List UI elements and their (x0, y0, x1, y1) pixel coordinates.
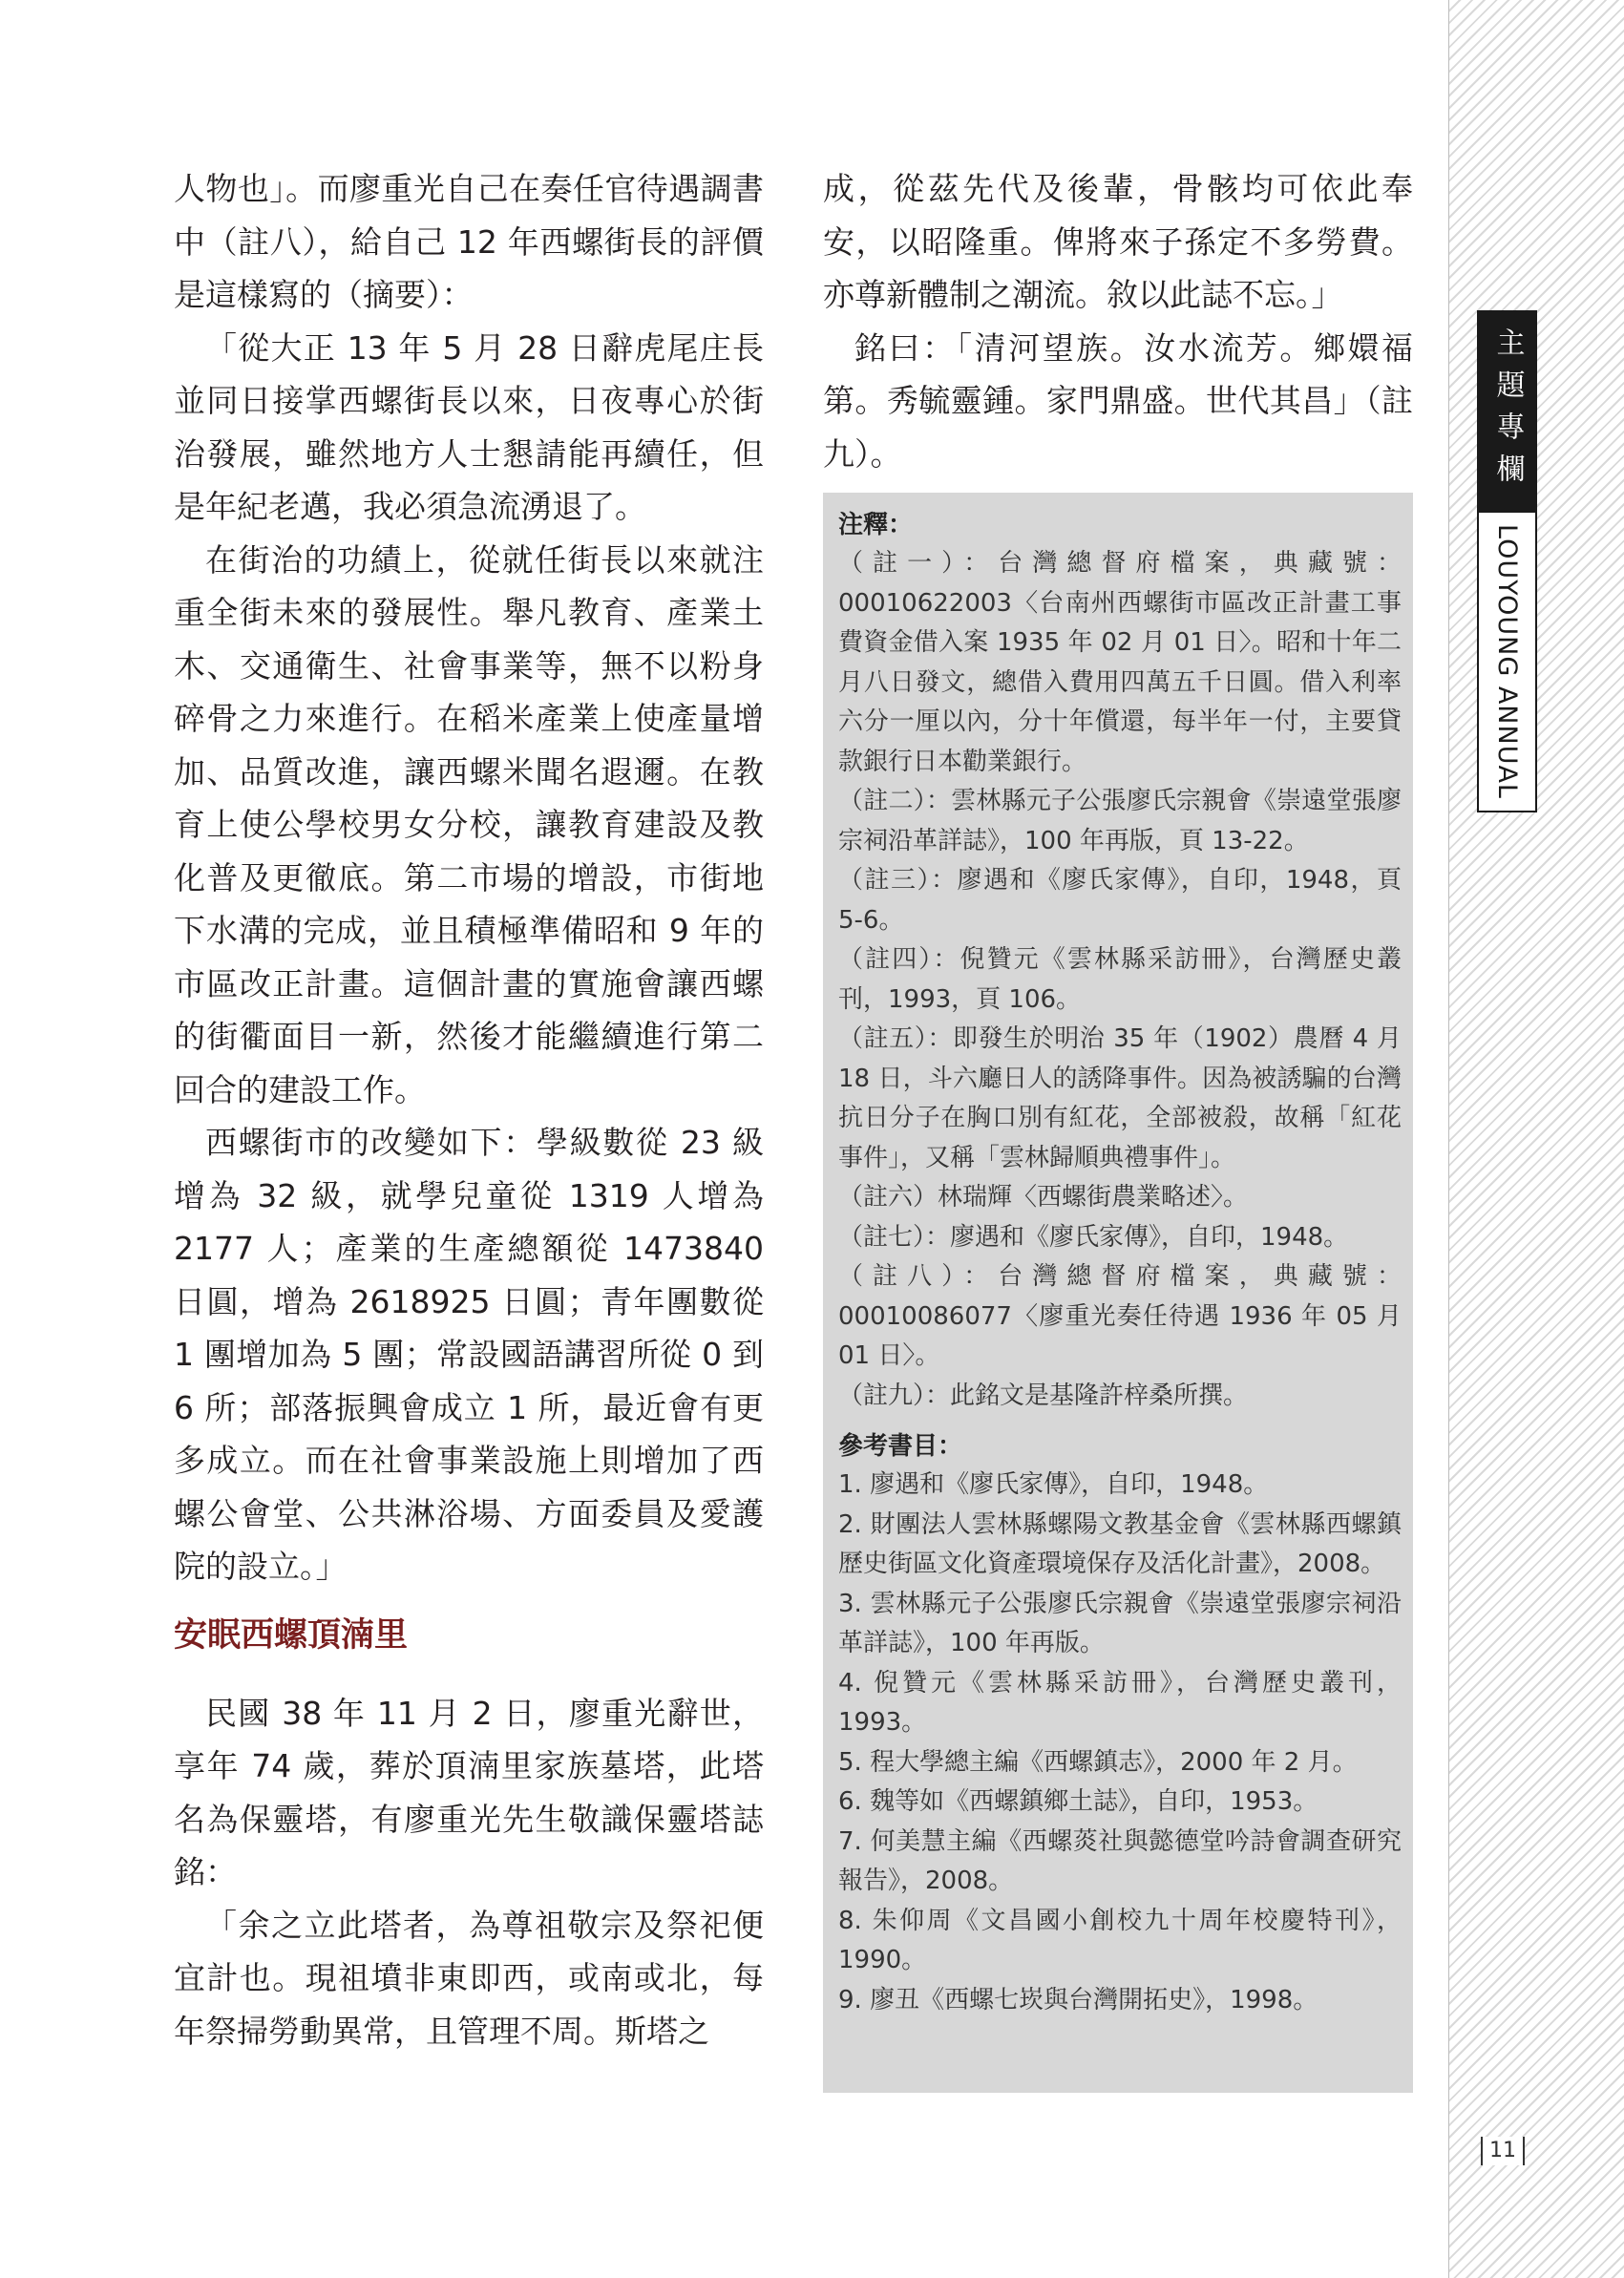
right-column (823, 162, 1413, 480)
section-subheading: 安眠西螺頂湳里 (174, 1615, 409, 1655)
note-item: （註一）：台灣總督府檔案，典藏號：00010622003〈台南州西螺街市區改正計畫工事費資金借入案 1935 年 02 月 01 日〉。昭和十年二月八日發文，總借入費用四萬五千日圓。借入利率六分一厘以內，分十年償還，每半年一付，主要貸款銀行日本勸業銀行。 (838, 549, 1402, 776)
reference-item: 8. 朱仰周《文昌國小創校九十周年校慶特刊》，1990。 (838, 1906, 1402, 1974)
reference-item: 6. 魏等如《西螺鎮鄉土誌》，自印，1953。 (838, 1787, 1318, 1816)
journal-name-tab: LOUYOUNG ANNUAL (1477, 513, 1537, 812)
body-paragraph: 「余之立此塔者，為尊祖敬宗及祭祀便宜計也。現祖墳非東即西，或南或北，每年祭掃勞動異常，且管理不周。斯塔之 (174, 1906, 764, 2050)
notes-heading: 注釋： (838, 511, 914, 539)
body-paragraph: 成，從茲先代及後輩，骨骸均可依此奉安，以昭隆重。俾將來子孫定不多勞費。亦尊新體制之潮流。敘以此誌不忘。」 (823, 170, 1413, 313)
note-item: （註七）：廖遇和《廖氏家傳》，自印，1948。 (838, 1222, 1349, 1252)
note-item: （註二）：雲林縣元子公張廖氏宗親會《崇遠堂張廖宗祠沿革詳誌》，100 年再版，頁 13-22。 (838, 787, 1402, 855)
note-item: （註六）林瑞輝〈西螺街農業略述〉。 (838, 1183, 1249, 1212)
reference-item: 9. 廖丑《西螺七崁與台灣開拓史》，1998。 (838, 1985, 1318, 2014)
reference-item: 3. 雲林縣元子公張廖氏宗親會《崇遠堂張廖宗祠沿革詳誌》，100 年再版。 (838, 1589, 1402, 1657)
references-heading: 參考書目： (838, 1432, 963, 1461)
notes-box (823, 493, 1413, 2093)
body-paragraph: 「從大正 13 年 5 月 28 日辭虎尾庄長並同日接掌西螺街長以來，日夜專心於街治發展，雖然地方人士懇請能再續任，但是年紀老邁，我必須急流湧退了。 (174, 328, 764, 525)
reference-item: 1. 廖遇和《廖氏家傳》，自印，1948。 (838, 1470, 1269, 1499)
section-tab: 主題專欄 (1477, 310, 1537, 513)
left-column (174, 162, 764, 2057)
body-paragraph: 西螺街市的改變如下：學級數從 23 級增為 32 級，就學兒童從 1319 人增為 2177 人；產業的生產總額從 1473840 日圓，增為 2618925 日圓；青年團數從 1 團增加為 5 團；常設國語講習所從 0 到 6 所；部落振興會成立 1 所，最近會有更多成立。而在社會事業設施上則增加了西螺公會堂、公共淋浴場、方面委員及愛護院的設立。」 (174, 1124, 764, 1585)
page-number: 11 (1481, 2137, 1525, 2165)
reference-item: 5. 程大學總主編《西螺鎮志》，2000 年 2 月。 (838, 1747, 1358, 1777)
body-paragraph: 人物也」。而廖重光自己在奏任官待遇調書中（註八），給自己 12 年西螺街長的評價是這樣寫的（摘要）： (174, 170, 764, 313)
body-paragraph: 銘曰：「清河望族。汝水流芳。鄉嬛福第。秀毓靈鍾。家門鼎盛。世代其昌」（註九）。 (823, 328, 1413, 473)
note-item: （註四）：倪贊元《雲林縣采訪冊》，台灣歷史叢刊，1993，頁 106。 (838, 945, 1402, 1014)
note-item: （註九）：此銘文是基隆許梓桑所撰。 (838, 1381, 1249, 1410)
body-paragraph: 民國 38 年 11 月 2 日，廖重光辭世，享年 74 歲，葬於頂湳里家族墓塔，此塔名為保靈塔，有廖重光先生敬識保靈塔誌銘： (174, 1694, 764, 1890)
reference-item: 4. 倪贊元《雲林縣采訪冊》，台灣歷史叢刊，1993。 (838, 1668, 1402, 1737)
note-item: （註三）：廖遇和《廖氏家傳》，自印，1948，頁 5-6。 (838, 866, 1402, 935)
reference-item: 2. 財團法人雲林縣螺陽文教基金會《雲林縣西螺鎮歷史街區文化資產環境保存及活化計畫》，2008。 (838, 1509, 1402, 1578)
reference-item: 7. 何美慧主編《西螺菼社與懿德堂吟詩會調查研究報告》，2008。 (838, 1826, 1402, 1895)
body-paragraph: 在街治的功績上，從就任街長以來就注重全街未來的發展性。舉凡教育、產業土木、交通衛生、社會事業等，無不以粉身碎骨之力來進行。在稻米產業上使產量增加、品質改進，讓西螺米聞名遐邇。在教育上使公學校男女分校，讓教育建設及教化普及更徹底。第二市場的增設，市街地下水溝的完成，並且積極準備昭和 9 年的市區改正計畫。這個計畫的實施會讓西螺的街衢面目一新，然後才能繼續進行第二回合的建設工作。 (174, 540, 764, 1108)
note-item: （註八）：台灣總督府檔案，典藏號：00010086077〈廖重光奏任待遇 1936 年 05 月 01 日〉。 (838, 1262, 1402, 1370)
note-item: （註五）：即發生於明治 35 年（1902）農曆 4 月 18 日，斗六廳日人的誘降事件。因為被誘騙的台灣抗日分子在胸口別有紅花，全部被殺，故稱「紅花事件」，又稱「雲林歸順典禮事件」。 (838, 1024, 1402, 1172)
